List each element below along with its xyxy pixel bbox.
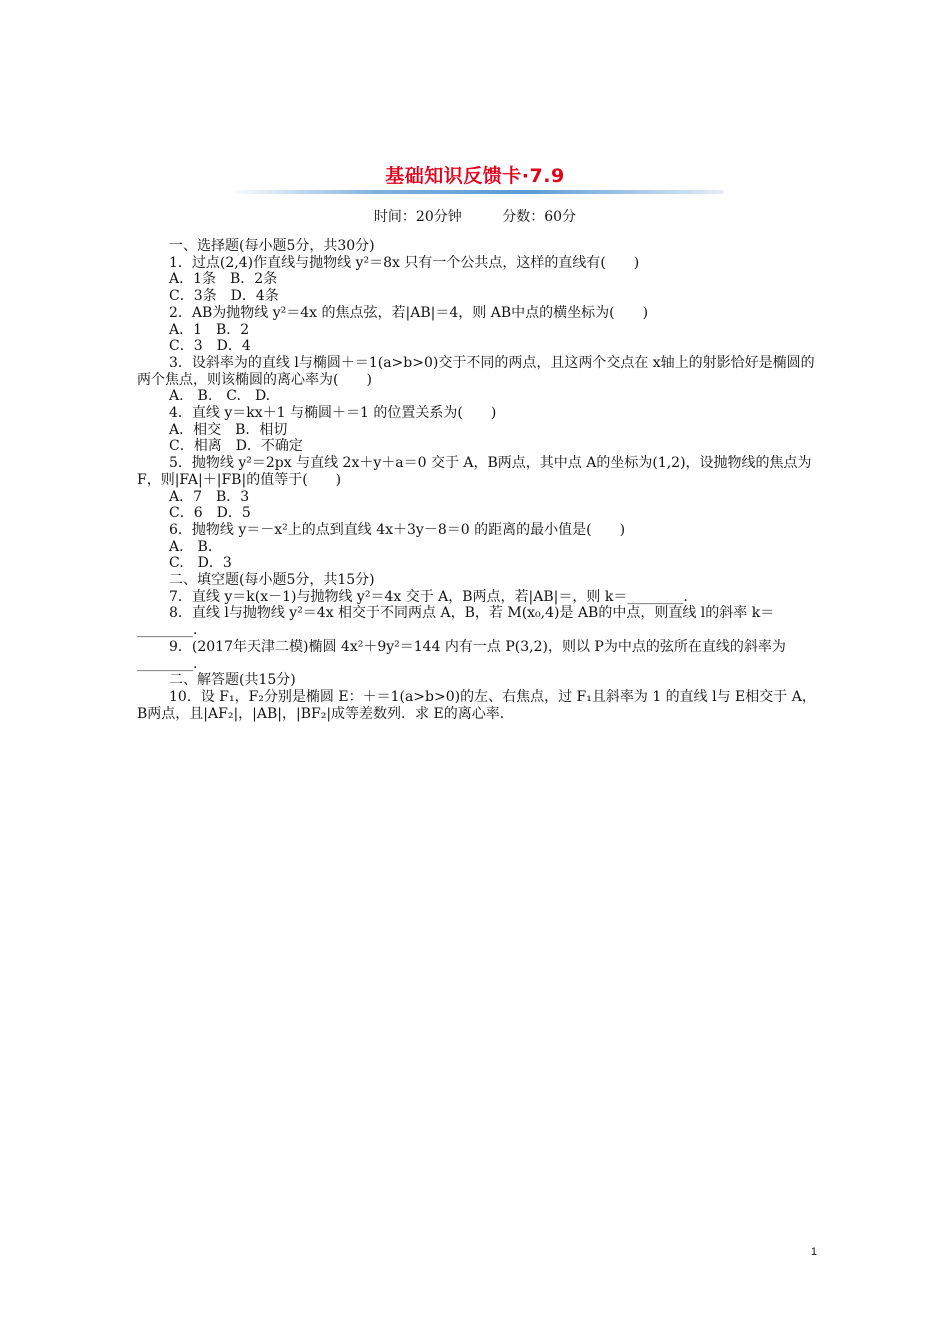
exam-meta	[0, 206, 950, 226]
text-line: A. B.	[169, 538, 213, 555]
text-line: 8．直线 l与抛物线 y²＝4x 相交于不同两点 A，B，若 M(x₀,4)是 AB的中点，则直线 l的斜率 k＝________.	[137, 605, 775, 639]
text-line: A. B. C. D.	[169, 388, 271, 405]
time-limit: 时间：20分钟	[373, 209, 462, 225]
text-line: 4．直线 y＝kx＋1 与椭圆＋＝1 的位置关系为( )	[169, 405, 497, 422]
text-line: C. D．3	[169, 555, 232, 572]
text-line: A．7 B．3	[169, 488, 250, 505]
text-line: C．3 D．4	[169, 338, 251, 355]
text-line: 二、填空题(每小题5分，共15分)	[169, 572, 375, 589]
text-line: C．相离 D．不确定	[169, 438, 303, 455]
text-line: 2．AB为抛物线 y²＝4x 的焦点弦，若|AB|＝4，则 AB中点的横坐标为( )	[169, 304, 649, 321]
page-title: 基础知识反馈卡·7.9	[385, 165, 565, 187]
question-body	[137, 238, 817, 722]
text-line: 6．抛物线 y＝－x²上的点到直线 4x＋3y－8＝0 的距离的最小值是( )	[169, 521, 626, 538]
text-line: 3．设斜率为的直线 l与椭圆＋＝1(a>b>0)交于不同的两点，且这两个交点在 x轴上的射影恰好是椭圆的两个焦点，则该椭圆的离心率为( )	[137, 354, 815, 388]
text-line: 5．抛物线 y²＝2px 与直线 2x＋y＋a＝0 交于 A，B两点，其中点 A的坐标为(1,2)，设抛物线的焦点为 F，则|FA|＋|FB|的值等于( )	[137, 455, 812, 488]
text-line: 7．直线 y＝k(x－1)与抛物线 y²＝4x 交于 A，B两点，若|AB|＝，则 k＝________.	[169, 588, 688, 605]
text-line: A．相交 B．相切	[169, 421, 288, 438]
page-number: 1	[810, 1246, 817, 1258]
text-line: C．3条 D．4条	[169, 288, 279, 305]
text-line: A．1 B．2	[169, 321, 250, 338]
text-line: 9．(2017年天津二模)椭圆 4x²＋9y²＝144 内有一点 P(3,2)，则以 P为中点的弦所在直线的斜率为________.	[137, 638, 786, 672]
text-line: 二、解答题(共15分)	[169, 672, 296, 689]
title-underline	[228, 190, 724, 194]
text-line: 一、选择题(每小题5分，共30分)	[169, 238, 375, 254]
text-line: A．1条 B．2条	[169, 271, 278, 288]
text-line: 10．设 F₁，F₂分别是椭圆 E：＋＝1(a>b>0)的左、右焦点，过 F₁且斜率为 1 的直线 l与 E相交于 A，B两点，且|AF₂|，|AB|，|BF₂|成等差数列．求 E的离心率．	[137, 688, 816, 722]
text-line: C．6 D．5	[169, 505, 251, 522]
total-score: 分数：60分	[502, 209, 577, 225]
text-line: 1．过点(2,4)作直线与抛物线 y²＝8x 只有一个公共点，这样的直线有( )	[169, 254, 640, 271]
